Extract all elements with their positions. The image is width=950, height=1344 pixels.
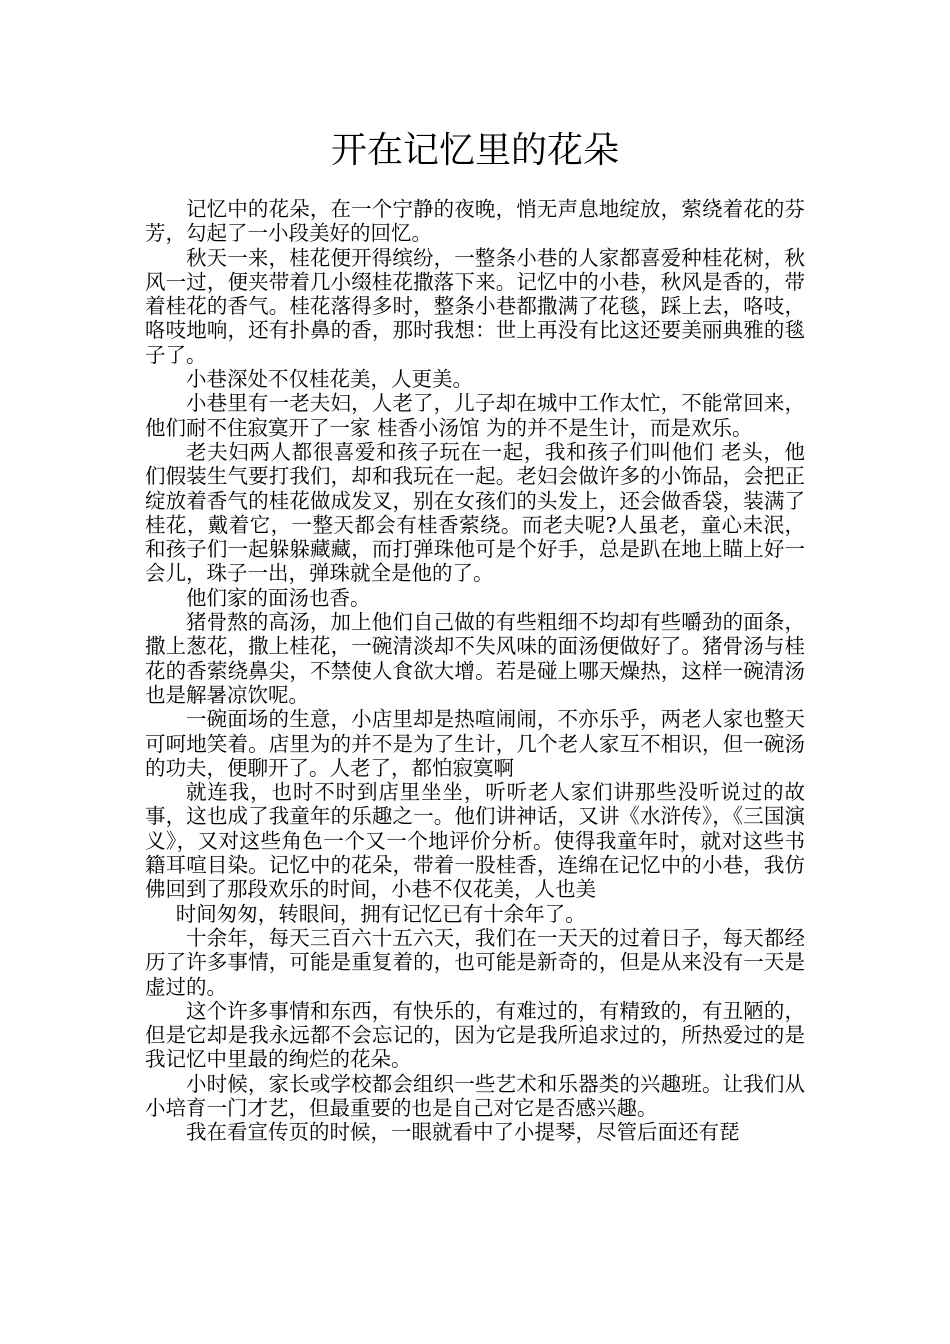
paragraph: 一碗面场的生意，小店里却是热喧闹闹，不亦乐乎，两老人家也整天可呵地笑着。店里为的并不是为了生计，几个老人家互不相识，但一碗汤的功夫，便聊开了。人老了，都怕寂寞啊 — [145, 707, 805, 780]
paragraph: 我在看宣传页的时候，一眼就看中了小提琴，尽管后面还有琵 — [186, 1120, 740, 1145]
paragraph: 时间匆匆，转眼间，拥有记忆已有十余年了。 — [175, 901, 586, 926]
paragraph: 老夫妇两人都很喜爱和孩子玩在一起，我和孩子们叫他们 老头，他们假装生气要打我们，却和我玩在一起。老妇会做许多的小饰品，会把正绽放着香气的桂花做成发叉，别在女孩们的头发上，还会做香袋，装满了桂花，戴着它，一整天都会有桂香萦绕。而老夫呢?人虽老，童心未泯，和孩子们一起躲躲藏藏，而打弹珠他可是个好手，总是趴在地上瞄上好一会儿，珠子一出，弹珠就全是他的了。 — [145, 439, 805, 586]
paragraph: 秋天一来，桂花便开得缤纷，一整条小巷的人家都喜爱种桂花树，秋风一过，便夹带着几小缀桂花撒落下来。记忆中的小巷，秋风是香的，带着桂花的香气。桂花落得多时，整条小巷都撒满了花毯，踩上去，咯吱，咯吱地响，还有扑鼻的香，那时我想：世上再没有比这还要美丽典雅的毯子了。 — [145, 245, 805, 367]
paragraph: 十余年，每天三百六十五六天，我们在一天天的过着日子，每天都经历了许多事情，可能是重复着的，也可能是新奇的，但是从来没有一天是虚过的。 — [145, 925, 805, 999]
paragraph: 这个许多事情和东西，有快乐的，有难过的，有精致的，有丑陋的，但是它却是我永远都不会忘记的，因为它是我所追求过的，所热爱过的是我记忆中里最的绚烂的花朵。 — [145, 998, 805, 1072]
paragraph: 小巷深处不仅桂花美，人更美。 — [186, 367, 473, 392]
paragraph: 就连我，也时不时到店里坐坐，听听老人家们讲那些没听说过的故事，这也成了我童年的乐趣之一。他们讲神话，又讲《水浒传》，《三国演义》，又对这些角色一个又一个地评价分析。使得我童年时，就对这些书籍耳喧目染。记忆中的花朵，带着一股桂香，连绵在记忆中的小巷，我仿佛回到了那段欢乐的时间，小巷不仅花美，人也美 — [145, 780, 805, 902]
document-title: 开在记忆里的花朵 — [330, 130, 619, 171]
paragraph: 小巷里有一老夫妇，人老了，儿子却在城中工作太忙，不能常回来，他们耐不住寂寞开了一家 桂香小汤馆 为的并不是生计，而是欢乐。 — [145, 391, 805, 440]
paragraph: 小时候，家长或学校都会组织一些艺术和乐器类的兴趣班。让我们从小培育一门才艺，但最重要的也是自己对它是否感兴趣。 — [145, 1071, 805, 1120]
paragraph: 记忆中的花朵，在一个宁静的夜晚，悄无声息地绽放，萦绕着花的芬芳，勾起了一小段美好的回忆。 — [145, 197, 805, 246]
paragraph: 他们家的面汤也香。 — [186, 585, 371, 610]
document-body — [145, 197, 805, 1145]
paragraph: 猪骨熬的高汤，加上他们自己做的有些粗细不均却有些嚼劲的面条，撒上葱花，撒上桂花，一碗清淡却不失风味的面汤便做好了。猪骨汤与桂花的香萦绕鼻尖，不禁使人食欲大增。若是碰上哪天燥热，这样一碗清汤也是解暑凉饮呢。 — [145, 610, 805, 707]
